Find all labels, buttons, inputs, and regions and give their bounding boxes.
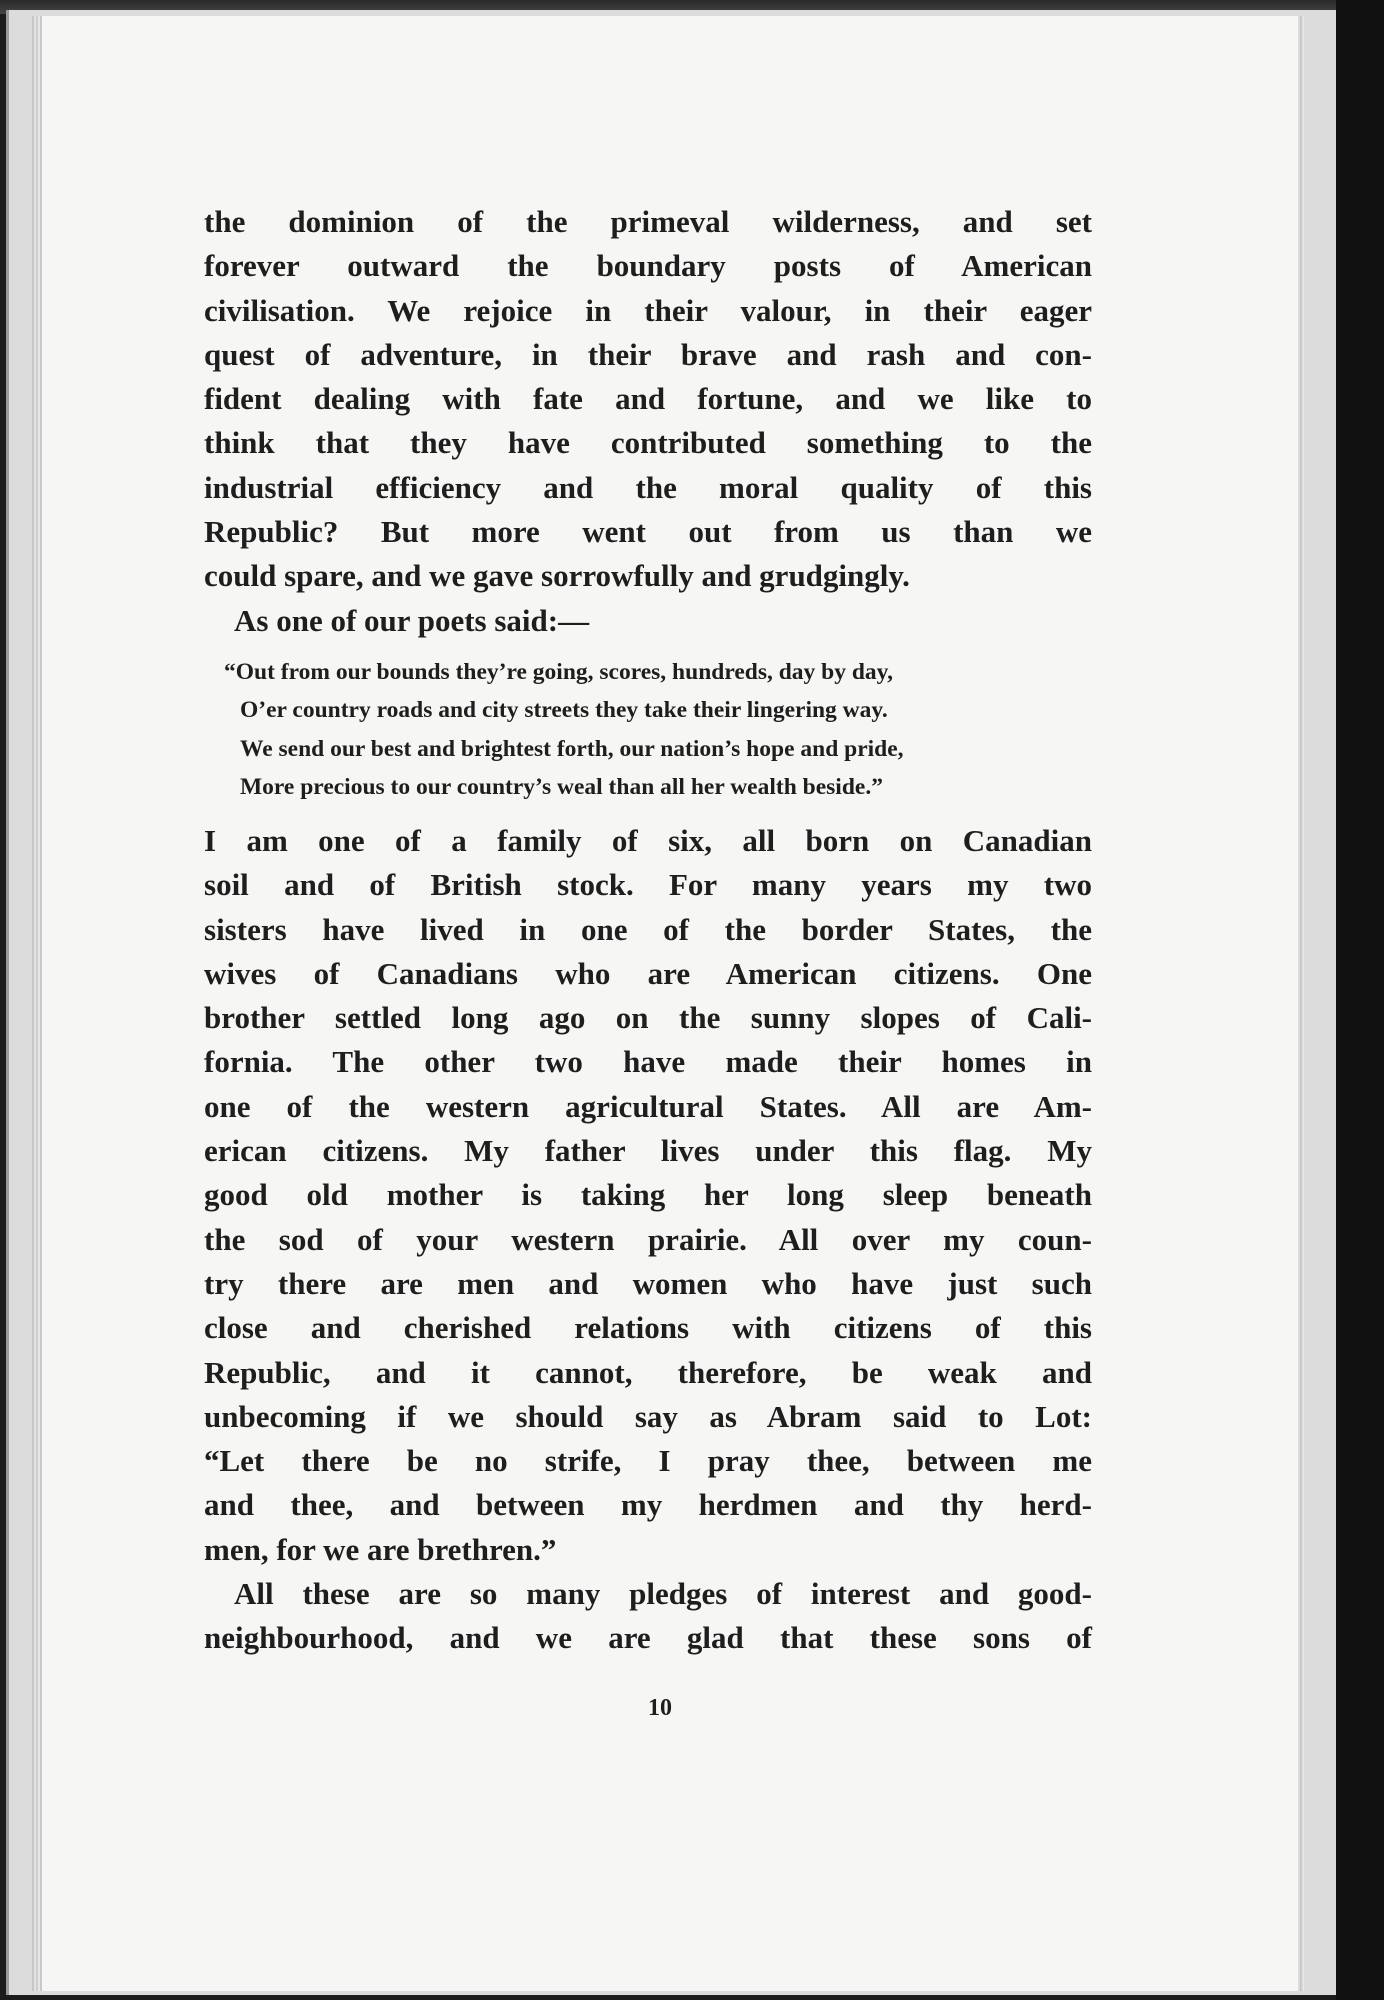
text-line: unbecoming if we should say as Abram said to Lot: (204, 1398, 1092, 1434)
poem-intro: As one of our poets said:— (234, 602, 590, 638)
text-line: civilisation. We rejoice in their valour, in their eager (204, 292, 1092, 328)
text-line: forever outward the boundary posts of American (204, 248, 1092, 284)
text-line: the sod of your western prairie. All over my coun- (204, 1221, 1092, 1257)
text-line: Republic, and it cannot, therefore, be weak and (204, 1354, 1092, 1390)
paragraph-3 (204, 1572, 1092, 1661)
text-line: the dominion of the primeval wilderness, and set (204, 204, 1092, 239)
poem-quotation (204, 653, 1092, 807)
text-line: could spare, and we gave sorrowfully and grudgingly. (204, 558, 910, 594)
poem-line: “Out from our bounds they’re going, scores, hundreds, day by day, (224, 658, 894, 685)
page-gutter (1300, 16, 1304, 1991)
text-line: neighbourhood, and we are glad that these sons of (204, 1620, 1092, 1656)
text-line: Republic? But more went out from us than we (204, 514, 1092, 550)
text-line: quest of adventure, in their brave and rash and con- (204, 336, 1092, 372)
paragraph-1 (204, 200, 1092, 599)
text-line: “Let there be no strife, I pray thee, between me (204, 1443, 1092, 1479)
text-line: industrial efficiency and the moral quality of this (204, 469, 1092, 505)
text-line: one of the western agricultural States. All are Am- (204, 1088, 1092, 1124)
text-line: wives of Canadians who are American citizens. One (204, 955, 1092, 991)
page-number: 10 (648, 1695, 672, 1721)
poem-line: O’er country roads and city streets they take their lingering way. (240, 697, 888, 724)
text-line: think that they have contributed something to the (204, 425, 1092, 461)
text-line: All these are so many pledges of interest and good- (234, 1576, 1092, 1612)
paragraph-2 (204, 819, 1092, 1572)
text-line: soil and of British stock. For many years my two (204, 867, 1092, 903)
text-line: sisters have lived in one of the border States, the (204, 911, 1092, 947)
text-line: fident dealing with fate and fortune, and we like to (204, 381, 1092, 417)
text-line: close and cherished relations with citizens of this (204, 1310, 1092, 1346)
text-line: try there are men and women who have just such (204, 1265, 1092, 1301)
text-line: I am one of a family of six, all born on Canadian (204, 822, 1092, 858)
body-text (204, 200, 1092, 1661)
text-line: and thee, and between my herdmen and thy herd- (204, 1487, 1092, 1523)
text-line: erican citizens. My father lives under this flag. My (204, 1133, 1092, 1169)
poem-line: We send our best and brightest forth, our nation’s hope and pride, (240, 735, 904, 762)
scan-background-right (1336, 0, 1384, 2000)
text-line: good old mother is taking her long sleep beneath (204, 1177, 1092, 1213)
text-line: brother settled long ago on the sunny slopes of Cali- (204, 1000, 1092, 1036)
poem-line: More precious to our country’s weal than all her wealth beside.” (240, 774, 883, 801)
text-line: men, for we are brethren.” (204, 1531, 557, 1567)
text-line: fornia. The other two have made their homes in (204, 1044, 1092, 1080)
